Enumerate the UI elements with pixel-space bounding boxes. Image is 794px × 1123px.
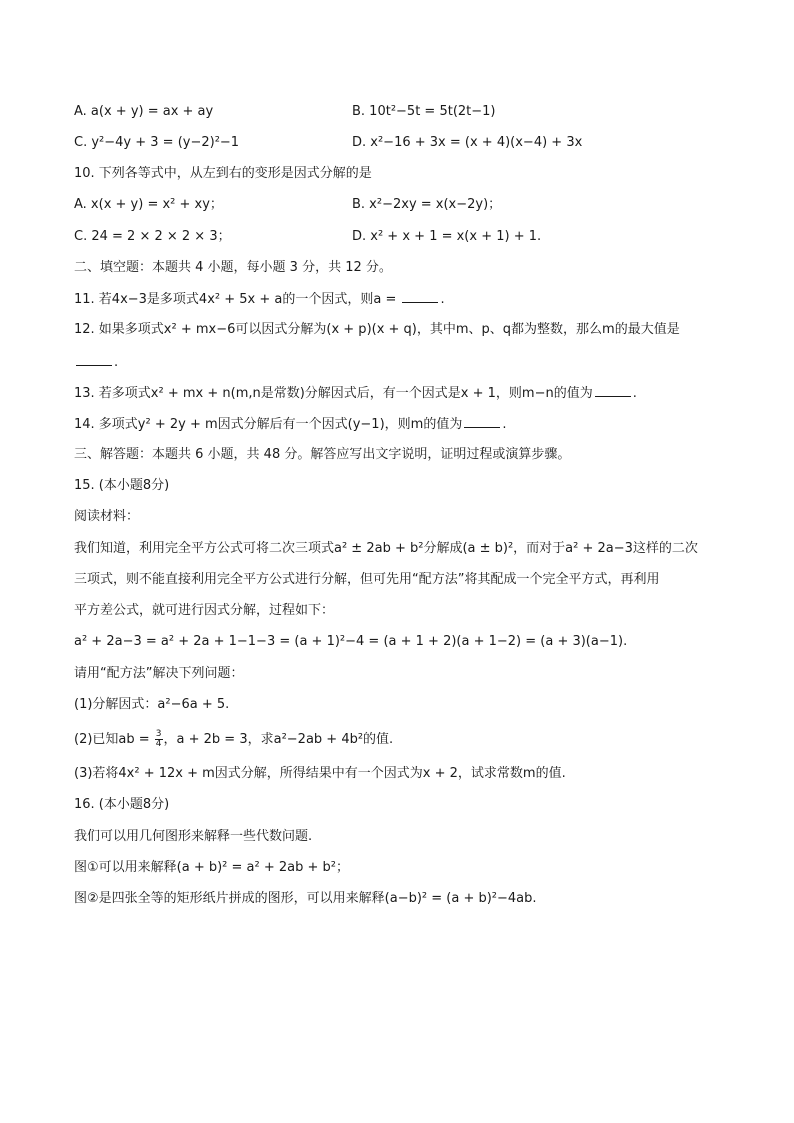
q16-paragraph-1: 我们可以用几何图形来解释一些代数问题. [74, 829, 313, 844]
answer-blank [595, 384, 631, 397]
q12-line1: 12. 如果多项式x² + mx−6可以因式分解为(x + p)(x + q)，其中m、p、q都为整数，那么m的最大值是 [74, 322, 680, 337]
q11 [74, 290, 445, 309]
fraction [155, 730, 163, 749]
q14-text: 14. 多项式y² + 2y + m因式分解后有一个因式(y−1)，则m的值为 [74, 417, 463, 432]
q16-title: 16. (本小题8分) [74, 797, 170, 812]
q15-s2-start: (2)已知ab = [74, 732, 154, 747]
q13-end: . [632, 386, 637, 401]
q14 [74, 415, 506, 434]
section-fill-in-heading: 二、填空题：本题共 4 小题，每小题 3 分，共 12 分。 [74, 260, 392, 275]
q16-paragraph-2: 图①可以用来解释(a + b)² = a² + 2ab + b²； [74, 860, 349, 875]
q12-end: . [114, 355, 119, 370]
q15-paragraph-1: 我们知道，利用完全平方公式可将二次三项式a² ± 2ab + b²分解成(a ± b)²，而对于a² + 2a−3这样的二次 [74, 541, 698, 556]
q10-option-a: A. x(x + y) = x² + xy； [74, 197, 223, 212]
q9-option-c: C. y²−4y + 3 = (y−2)²−1 [74, 135, 240, 150]
fraction-numerator: 3 [155, 729, 162, 739]
q12-line2 [74, 353, 118, 372]
answer-blank [76, 353, 112, 366]
answer-blank [464, 415, 500, 428]
q15-subquestion-2 [74, 730, 393, 749]
q16-paragraph-3: 图②是四张全等的矩形纸片拼成的图形，可以用来解释(a−b)² = (a + b)²−4ab. [74, 891, 537, 906]
q15-subquestion-3: (3)若将4x² + 12x + m因式分解，所得结果中有一个因式为x + 2，试求常数m的值. [74, 766, 566, 781]
q15-s2-end: ，a + 2b = 3，求a²−2ab + 4b²的值. [163, 732, 394, 747]
answer-blank [402, 290, 438, 303]
q14-end: . [502, 417, 507, 432]
q15-reading-label: 阅读材料： [74, 509, 140, 524]
q11-end: . [440, 292, 445, 307]
q11-text: 11. 若4x−3是多项式4x² + 5x + a的一个因式，则a = [74, 292, 401, 307]
q13 [74, 384, 637, 403]
q15-subquestion-1: (1)分解因式：a²−6a + 5. [74, 697, 230, 712]
section-solution-heading: 三、解答题：本题共 6 小题，共 48 分。解答应写出文字说明，证明过程或演算步骤。 [74, 447, 571, 462]
q15-instruction: 请用“配方法”解决下列问题： [74, 666, 244, 681]
q9-option-b: B. 10t²−5t = 5t(2t−1) [352, 104, 496, 119]
q9-option-a: A. a(x + y) = ax + ay [74, 104, 214, 119]
q10-option-b: B. x²−2xy = x(x−2y)； [352, 197, 502, 212]
q10-option-d: D. x² + x + 1 = x(x + 1) + 1. [352, 229, 542, 244]
q15-paragraph-3: 平方差公式，就可进行因式分解，过程如下： [74, 603, 335, 618]
fraction-denominator: 4 [155, 739, 162, 749]
q10-stem: 10. 下列各等式中，从左到右的变形是因式分解的是 [74, 166, 372, 181]
q13-text: 13. 若多项式x² + mx + n(m,n是常数)分解因式后，有一个因式是x + 1，则m−n的值为 [74, 386, 593, 401]
q15-derivation: a² + 2a−3 = a² + 2a + 1−1−3 = (a + 1)²−4 = (a + 1 + 2)(a + 1−2) = (a + 3)(a−1). [74, 634, 628, 649]
q15-title: 15. (本小题8分) [74, 478, 170, 493]
q9-option-d: D. x²−16 + 3x = (x + 4)(x−4) + 3x [352, 135, 583, 150]
q10-option-c: C. 24 = 2 × 2 × 2 × 3； [74, 229, 231, 244]
q15-paragraph-2: 三项式，则不能直接利用完全平方公式进行分解，但可先用“配方法”将其配成一个完全平方式，再利用 [74, 572, 660, 587]
